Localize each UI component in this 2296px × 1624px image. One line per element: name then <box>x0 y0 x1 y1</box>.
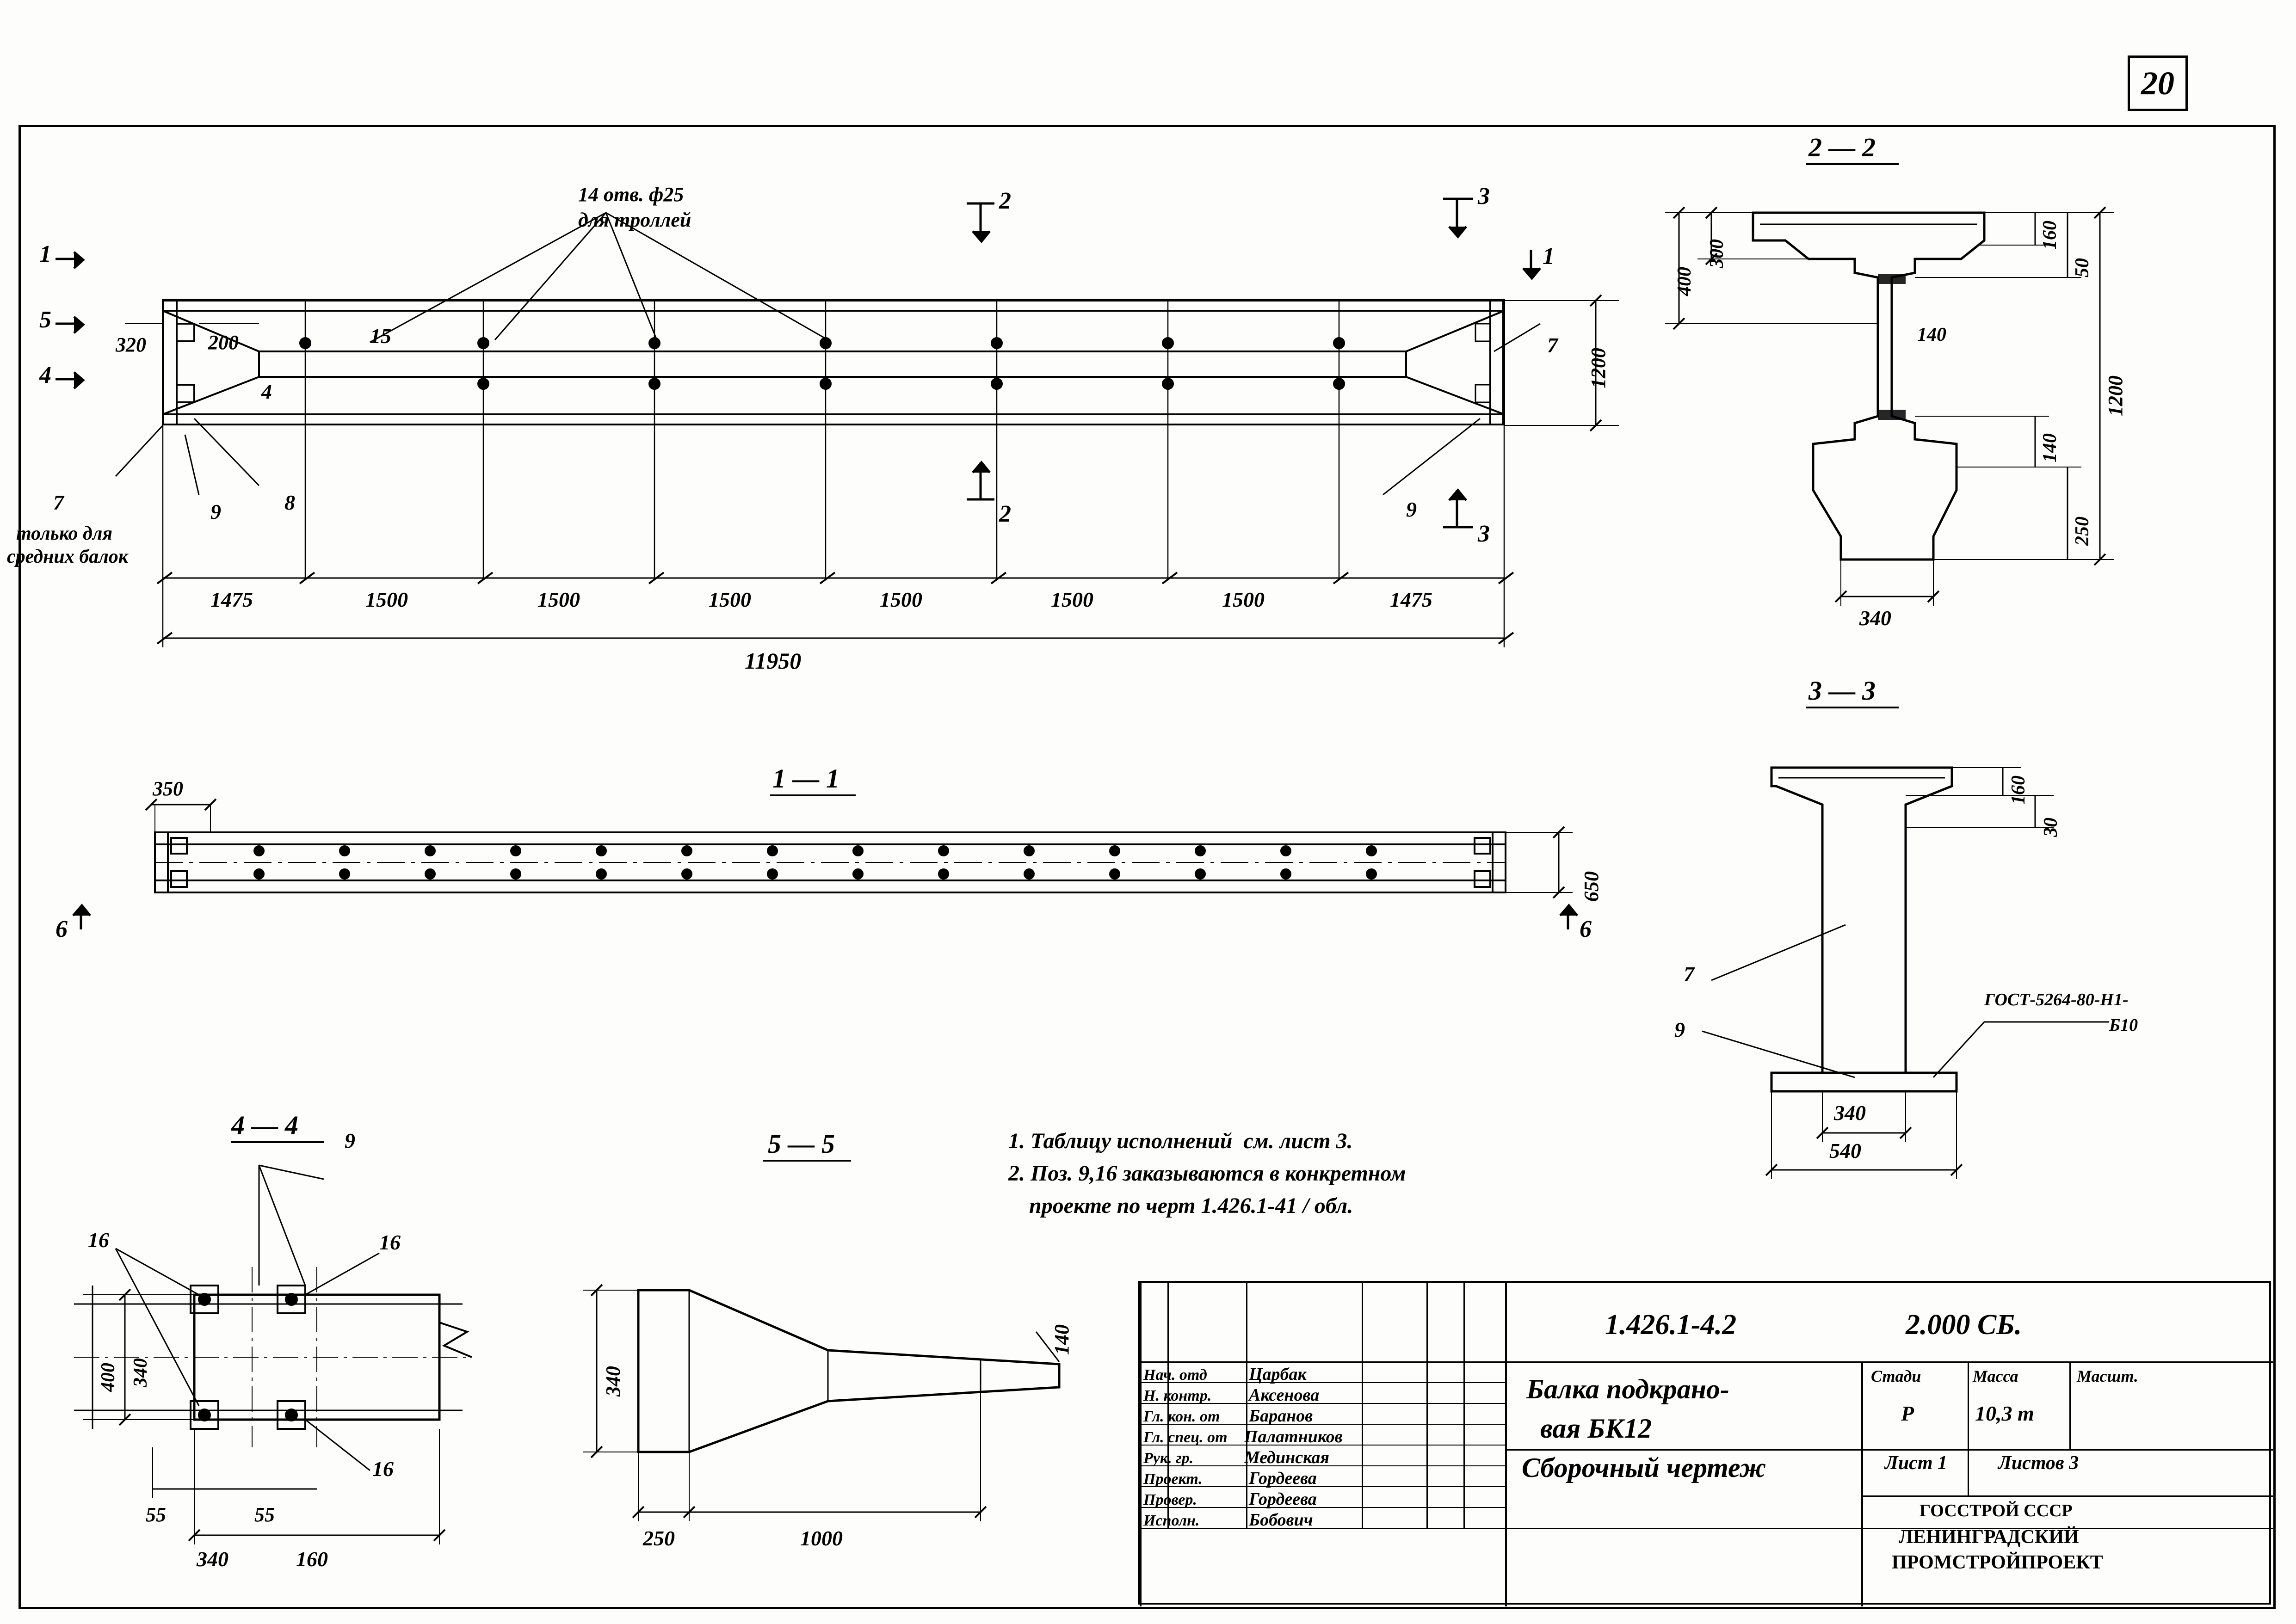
drawing-sub: 2.000 СБ. <box>1906 1309 2022 1341</box>
s22-dim-400: 400 <box>1674 267 1695 296</box>
role-label-4: Рук. гр. <box>1143 1450 1194 1467</box>
s33-dim-340: 340 <box>1834 1101 1866 1125</box>
s22-dim-140-top: 140 <box>1917 324 1946 345</box>
s33-dim-30: 30 <box>2040 818 2061 837</box>
s22-dim-300: 300 <box>1706 239 1728 268</box>
s33-dim-160: 160 <box>2008 775 2029 805</box>
pos-8: 8 <box>284 491 295 514</box>
s55-dim-340: 340 <box>602 1366 624 1396</box>
weld-note-line1: ГОСТ-5264-80-Н1- <box>1984 990 2129 1009</box>
weld-note-line2: Б10 <box>2109 1015 2138 1035</box>
section-3-3-title: 3 — 3 <box>1808 676 1876 706</box>
s22-dim-340: 340 <box>1859 606 1891 630</box>
section-mark-1-right: 1 <box>1543 243 1555 270</box>
drawing-title-line1: Балка подкрано- <box>1526 1374 1729 1404</box>
s55-dim-140: 140 <box>1050 1324 1073 1355</box>
section-2-2-title: 2 — 2 <box>1808 132 1876 162</box>
s44-dim-340: 340 <box>130 1358 151 1387</box>
s44-pos-9: 9 <box>345 1129 355 1152</box>
s33-dim-540: 540 <box>1829 1139 1861 1163</box>
s22-dim-160: 160 <box>2039 221 2061 250</box>
role-name-7: Бобович <box>1249 1510 1313 1530</box>
s55-dim-1000: 1000 <box>800 1526 843 1550</box>
s22-dim-1200: 1200 <box>2104 375 2127 416</box>
spacing-7: 1500 <box>1222 588 1265 611</box>
s22-dim-50: 50 <box>2072 258 2093 277</box>
dim-320: 320 <box>116 333 146 356</box>
note-line-3: проекте по черт 1.426.1-41 / обл. <box>1029 1193 1353 1218</box>
section-1-1-title: 1 — 1 <box>772 763 839 794</box>
drawing-title-line2: вая БК12 <box>1540 1413 1652 1444</box>
s44-dim-55a: 55 <box>146 1503 166 1526</box>
s44-dim-160: 160 <box>296 1547 328 1571</box>
s44-dim-55b: 55 <box>254 1503 275 1526</box>
role-name-6: Гордеева <box>1249 1489 1317 1509</box>
s33-pos-9: 9 <box>1674 1018 1685 1041</box>
sheet-number: Лист 1 <box>1885 1452 1947 1474</box>
page-number: 20 <box>2141 64 2174 102</box>
role-label-0: Нач. отд <box>1143 1366 1207 1384</box>
section-mark-2-bottom: 2 <box>999 501 1011 527</box>
s44-pos-16-right: 16 <box>379 1230 401 1254</box>
pos-7-right: 7 <box>1547 333 1558 357</box>
s33-pos-7: 7 <box>1684 962 1694 986</box>
s55-dim-250: 250 <box>643 1526 675 1550</box>
s44-pos-16-bottom: 16 <box>372 1457 394 1481</box>
spacing-3: 1500 <box>537 588 580 611</box>
role-name-0: Цaрбак <box>1249 1365 1307 1384</box>
stage-label: Стади <box>1871 1367 1921 1385</box>
sheets-total: Листов 3 <box>1998 1452 2079 1474</box>
spacing-1: 1475 <box>210 588 253 611</box>
role-label-5: Проект. <box>1143 1470 1203 1488</box>
role-label-7: Исполн. <box>1143 1512 1200 1529</box>
role-name-2: Баранов <box>1249 1406 1313 1426</box>
s22-dim-140-bot: 140 <box>2039 433 2061 462</box>
drawing-code: 1.426.1-4.2 <box>1605 1309 1737 1341</box>
section-5-5-title: 5 — 5 <box>768 1129 835 1159</box>
role-label-2: Гл. кон. от <box>1143 1408 1220 1425</box>
role-label-6: Провер. <box>1143 1491 1197 1508</box>
s22-dim-250: 250 <box>2072 517 2093 546</box>
note-line-1: 1. Таблицу исполнений см. лист 3. <box>1008 1129 1353 1153</box>
stage-value: Р <box>1901 1402 1914 1425</box>
section-mark-4-left: 4 <box>39 362 51 388</box>
mass-label: Масса <box>1973 1367 2018 1385</box>
role-name-3: Палатников <box>1244 1427 1343 1446</box>
pos-9-left: 9 <box>210 500 221 523</box>
holes-label-line2: для троллей <box>578 209 691 231</box>
s44-pos-16-left: 16 <box>88 1228 109 1252</box>
org-line-3: ПРОМСТРОЙПРОЕКТ <box>1892 1552 2103 1573</box>
role-name-4: Мединская <box>1244 1448 1330 1467</box>
role-label-3: Гл. спец. от <box>1143 1429 1228 1446</box>
pos-4: 4 <box>261 380 272 403</box>
spacing-6: 1500 <box>1051 588 1093 611</box>
spacing-5: 1500 <box>880 588 922 611</box>
scale-label: Масшт. <box>2077 1367 2138 1385</box>
role-name-1: Аксенова <box>1249 1385 1320 1405</box>
role-label-1: Н. контр. <box>1143 1387 1212 1404</box>
section-mark-6-right: 6 <box>1580 916 1592 942</box>
section-mark-1-left: 1 <box>39 241 51 267</box>
s44-dim-400: 400 <box>98 1363 119 1392</box>
spacing-8: 1475 <box>1390 588 1432 611</box>
only-middle-note-line2: средних балок <box>7 546 129 567</box>
pos-7-left: 7 <box>53 491 64 514</box>
pos-15: 15 <box>370 324 391 348</box>
org-line-1: ГОССТРОЙ СССР <box>1920 1501 2073 1520</box>
page-number-box <box>2128 55 2188 111</box>
dim-total: 11950 <box>745 648 802 674</box>
section-mark-5-left: 5 <box>39 307 51 333</box>
holes-label-line1: 14 отв. ф25 <box>578 183 684 206</box>
section-mark-3-top: 3 <box>1478 183 1490 209</box>
mass-value: 10,3 т <box>1975 1402 2034 1425</box>
dim-1200-main: 1200 <box>1587 348 1610 388</box>
note-line-2: 2. Поз. 9,16 заказываются в конкретном <box>1008 1161 1406 1186</box>
spacing-2: 1500 <box>365 588 408 611</box>
drawing-title-line3: Сборочный чертеж <box>1522 1452 1766 1483</box>
role-name-5: Гордеева <box>1249 1469 1317 1488</box>
dim-200: 200 <box>208 331 239 354</box>
section-mark-6-left: 6 <box>56 916 68 942</box>
org-line-2: ЛЕНИНГРАДСКИЙ <box>1899 1526 2079 1548</box>
pos-9-right: 9 <box>1406 498 1417 521</box>
section-mark-2-top: 2 <box>999 188 1011 214</box>
dim-350: 350 <box>153 777 183 800</box>
section-mark-3-bottom: 3 <box>1478 521 1490 547</box>
only-middle-note-line1: только для <box>16 523 113 544</box>
dim-650: 650 <box>1580 871 1603 902</box>
s44-dim-340-bottom: 340 <box>197 1547 228 1571</box>
section-4-4-title: 4 — 4 <box>231 1110 298 1140</box>
spacing-4: 1500 <box>709 588 751 611</box>
